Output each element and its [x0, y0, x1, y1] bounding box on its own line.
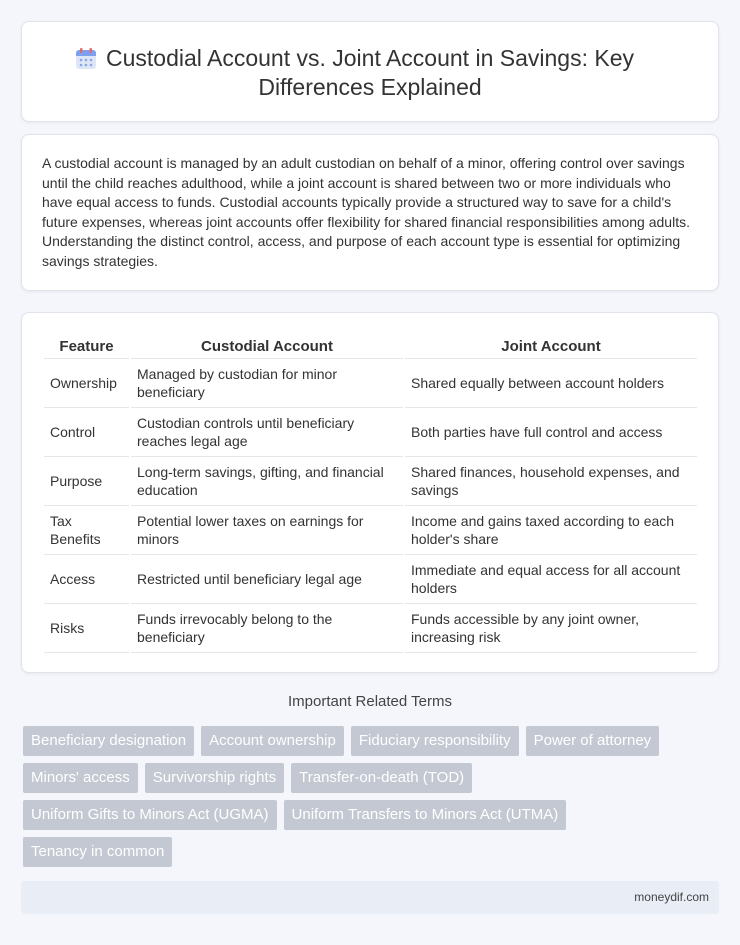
header-joint: Joint Account [405, 333, 697, 359]
cell-custodial: Restricted until beneficiary legal age [131, 555, 403, 604]
comparison-table-card [21, 312, 719, 673]
cell-custodial: Managed by custodian for minor beneficiary [131, 359, 403, 408]
tag-survivorship-rights[interactable]: Survivorship rights [145, 763, 284, 793]
title-card [21, 21, 719, 122]
tag-account-ownership[interactable]: Account ownership [201, 726, 344, 756]
cell-custodial: Funds irrevocably belong to the beneficiary [131, 604, 403, 653]
tag-ugma[interactable]: Uniform Gifts to Minors Act (UGMA) [23, 800, 277, 830]
header-feature: Feature [44, 333, 129, 359]
page-title: Custodial Account vs. Joint Account in Savings: Key Differences Explained [105, 45, 634, 100]
related-terms-list [23, 726, 713, 874]
cell-joint: Both parties have full control and access [405, 408, 697, 457]
cell-feature: Access [44, 555, 129, 604]
tag-tenancy-in-common[interactable]: Tenancy in common [23, 837, 172, 867]
cell-joint: Income and gains taxed according to each holder's share [405, 506, 697, 555]
tag-beneficiary-designation[interactable]: Beneficiary designation [23, 726, 194, 756]
table-row [44, 408, 697, 457]
cell-custodial: Custodian controls until beneficiary reaches legal age [131, 408, 403, 457]
cell-feature: Ownership [44, 359, 129, 408]
cell-custodial: Long-term savings, gifting, and financial education [131, 457, 403, 506]
comparison-table [42, 333, 699, 653]
tag-fiduciary-responsibility[interactable]: Fiduciary responsibility [351, 726, 519, 756]
cell-feature: Control [44, 408, 129, 457]
table-header-row [44, 333, 697, 359]
table-row [44, 359, 697, 408]
tag-utma[interactable]: Uniform Transfers to Minors Act (UTMA) [284, 800, 567, 830]
intro-paragraph: A custodial account is managed by an adult custodian on behalf of a minor, offering control over savings until the child reaches adulthood, while a joint account is shared between two or more individuals who have equal access to funds. Custodial accounts typically provide a structured way to save for a child's future expenses, whereas joint accounts offer flexibility for shared financial responsibilities among adults. Understanding the distinct control, access, and purpose of each account type is essential for optimizing savings strategies. [42, 155, 690, 269]
footer-site[interactable]: moneydif.com [634, 890, 709, 904]
tag-power-of-attorney[interactable]: Power of attorney [526, 726, 660, 756]
footer [21, 881, 719, 914]
tag-transfer-on-death[interactable]: Transfer-on-death (TOD) [291, 763, 472, 793]
cell-feature: Tax Benefits [44, 506, 129, 555]
cell-joint: Shared equally between account holders [405, 359, 697, 408]
cell-joint: Funds accessible by any joint owner, increasing risk [405, 604, 697, 653]
cell-joint: Shared finances, household expenses, and savings [405, 457, 697, 506]
cell-feature: Risks [44, 604, 129, 653]
related-terms-heading: Important Related Terms [288, 693, 452, 710]
header-custodial: Custodial Account [131, 333, 403, 359]
cell-feature: Purpose [44, 457, 129, 506]
tag-minors-access[interactable]: Minors' access [23, 763, 138, 793]
cell-joint: Immediate and equal access for all account holders [405, 555, 697, 604]
intro-card [21, 134, 719, 291]
table-row [44, 555, 697, 604]
cell-custodial: Potential lower taxes on earnings for minors [131, 506, 403, 555]
table-row [44, 604, 697, 653]
table-row [44, 457, 697, 506]
table-row [44, 506, 697, 555]
